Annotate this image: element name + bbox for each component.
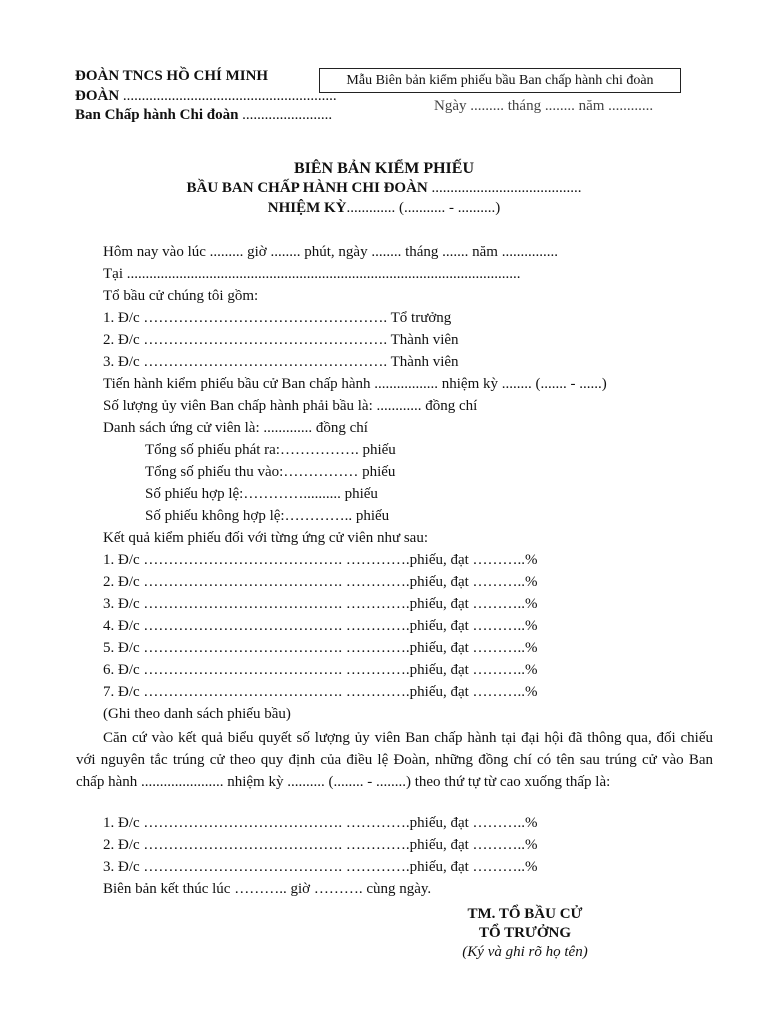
- elected-row: 2. Đ/c …………………………………. ………….phiếu, đạt ………..%: [103, 837, 538, 853]
- elected-row: 1. Đ/c …………………………………. ………….phiếu, đạt ………..%: [103, 815, 538, 831]
- committee-dots: ........................: [238, 107, 333, 123]
- ballot-stat: Tổng số phiếu phát ra:……………. phiếu: [145, 442, 396, 458]
- result-row: 3. Đ/c …………………………………. ………….phiếu, đạt ………..%: [103, 596, 538, 612]
- term-dots: ............. (........... - ..........): [346, 200, 501, 216]
- election-paragraph: Căn cứ vào kết quả biểu quyết số lượng ủy viên Ban chấp hành tại đại hội đã thông qua, đối chiếu với nguyên tắc trúng cử theo quy định của điều lệ Đoàn, những đồng chí có tên sau trúng cử vào Ban chấp hành ...................... nhiệm kỳ .......... (........ - ........) theo thứ tự từ cao xuống thấp là:: [76, 730, 713, 790]
- signature-title: TM. TỔ BẦU CỬ: [467, 906, 583, 922]
- ballot-stat: Số phiếu không hợp lệ:………….. phiếu: [145, 508, 390, 524]
- union-branch-dots: .........................................................: [119, 88, 337, 104]
- result-row: 5. Đ/c …………………………………. ………….phiếu, đạt ………..%: [103, 640, 538, 656]
- document-title: BIÊN BẢN KIỂM PHIẾU: [293, 160, 475, 177]
- form-title-box: Mẫu Biên bản kiểm phiếu bầu Ban chấp hành chi đoàn: [319, 68, 681, 93]
- result-row: 1. Đ/c …………………………………. ………….phiếu, đạt ………..%: [103, 552, 538, 568]
- candidates-line: Danh sách ứng cử viên là: ............. đồng chí: [103, 420, 368, 436]
- results-intro: Kết quả kiểm phiếu đối với từng ứng cử viên như sau:: [103, 530, 428, 546]
- subtitle-label: BẦU BAN CHẤP HÀNH CHI ĐOÀN: [186, 180, 428, 196]
- result-row: 6. Đ/c …………………………………. ………….phiếu, đạt ………..%: [103, 662, 538, 678]
- signature-instruction: (Ký và ghi rõ họ tên): [462, 944, 588, 960]
- date-line: Ngày ......... tháng ........ năm ............: [434, 98, 654, 114]
- team-member: 1. Đ/c …………………………………………. Tổ trưởng: [103, 310, 452, 326]
- team-member: 3. Đ/c …………………………………………. Thành viên: [103, 354, 459, 370]
- committee-label: Ban Chấp hành Chi đoàn: [75, 107, 239, 123]
- union-branch-label: ĐOÀN: [75, 88, 120, 104]
- union-branch-line: [75, 88, 337, 105]
- ballot-stat: Số phiếu hợp lệ:………….......... phiếu: [145, 486, 378, 502]
- subtitle-dots: ........................................: [427, 180, 582, 196]
- seats-line: Số lượng ủy viên Ban chấp hành phải bầu là: ............ đồng chí: [103, 398, 478, 414]
- intro-place: Tại .........................................................................................................: [103, 266, 521, 282]
- team-intro: Tổ bầu cử chúng tôi gồm:: [103, 288, 259, 304]
- document-subtitle: [0, 180, 768, 197]
- term-line: [0, 200, 768, 217]
- result-row: 7. Đ/c …………………………………. ………….phiếu, đạt ………..%: [103, 684, 538, 700]
- elected-row: 3. Đ/c …………………………………. ………….phiếu, đạt ………..%: [103, 859, 538, 875]
- results-note: (Ghi theo danh sách phiếu bầu): [103, 706, 291, 722]
- result-row: 2. Đ/c …………………………………. ………….phiếu, đạt ………..%: [103, 574, 538, 590]
- org-name: ĐOÀN TNCS HỒ CHÍ MINH: [75, 68, 269, 84]
- committee-line: [75, 107, 332, 124]
- term-label: NHIỆM KỲ: [267, 200, 347, 216]
- team-member: 2. Đ/c …………………………………………. Thành viên: [103, 332, 459, 348]
- closing-line: Biên bản kết thúc lúc ……….. giờ ………. cùng ngày.: [103, 881, 432, 897]
- result-row: 4. Đ/c …………………………………. ………….phiếu, đạt ………..%: [103, 618, 538, 634]
- proceed-line: Tiến hành kiểm phiếu bầu cử Ban chấp hành ................. nhiệm kỳ ........ (....... - ......): [103, 376, 607, 392]
- intro-time: Hôm nay vào lúc ......... giờ ........ phút, ngày ........ tháng ....... năm ...............: [103, 244, 558, 260]
- ballot-stat: Tổng số phiếu thu vào:…………… phiếu: [145, 464, 396, 480]
- signature-role: TỔ TRƯỞNG: [478, 925, 572, 941]
